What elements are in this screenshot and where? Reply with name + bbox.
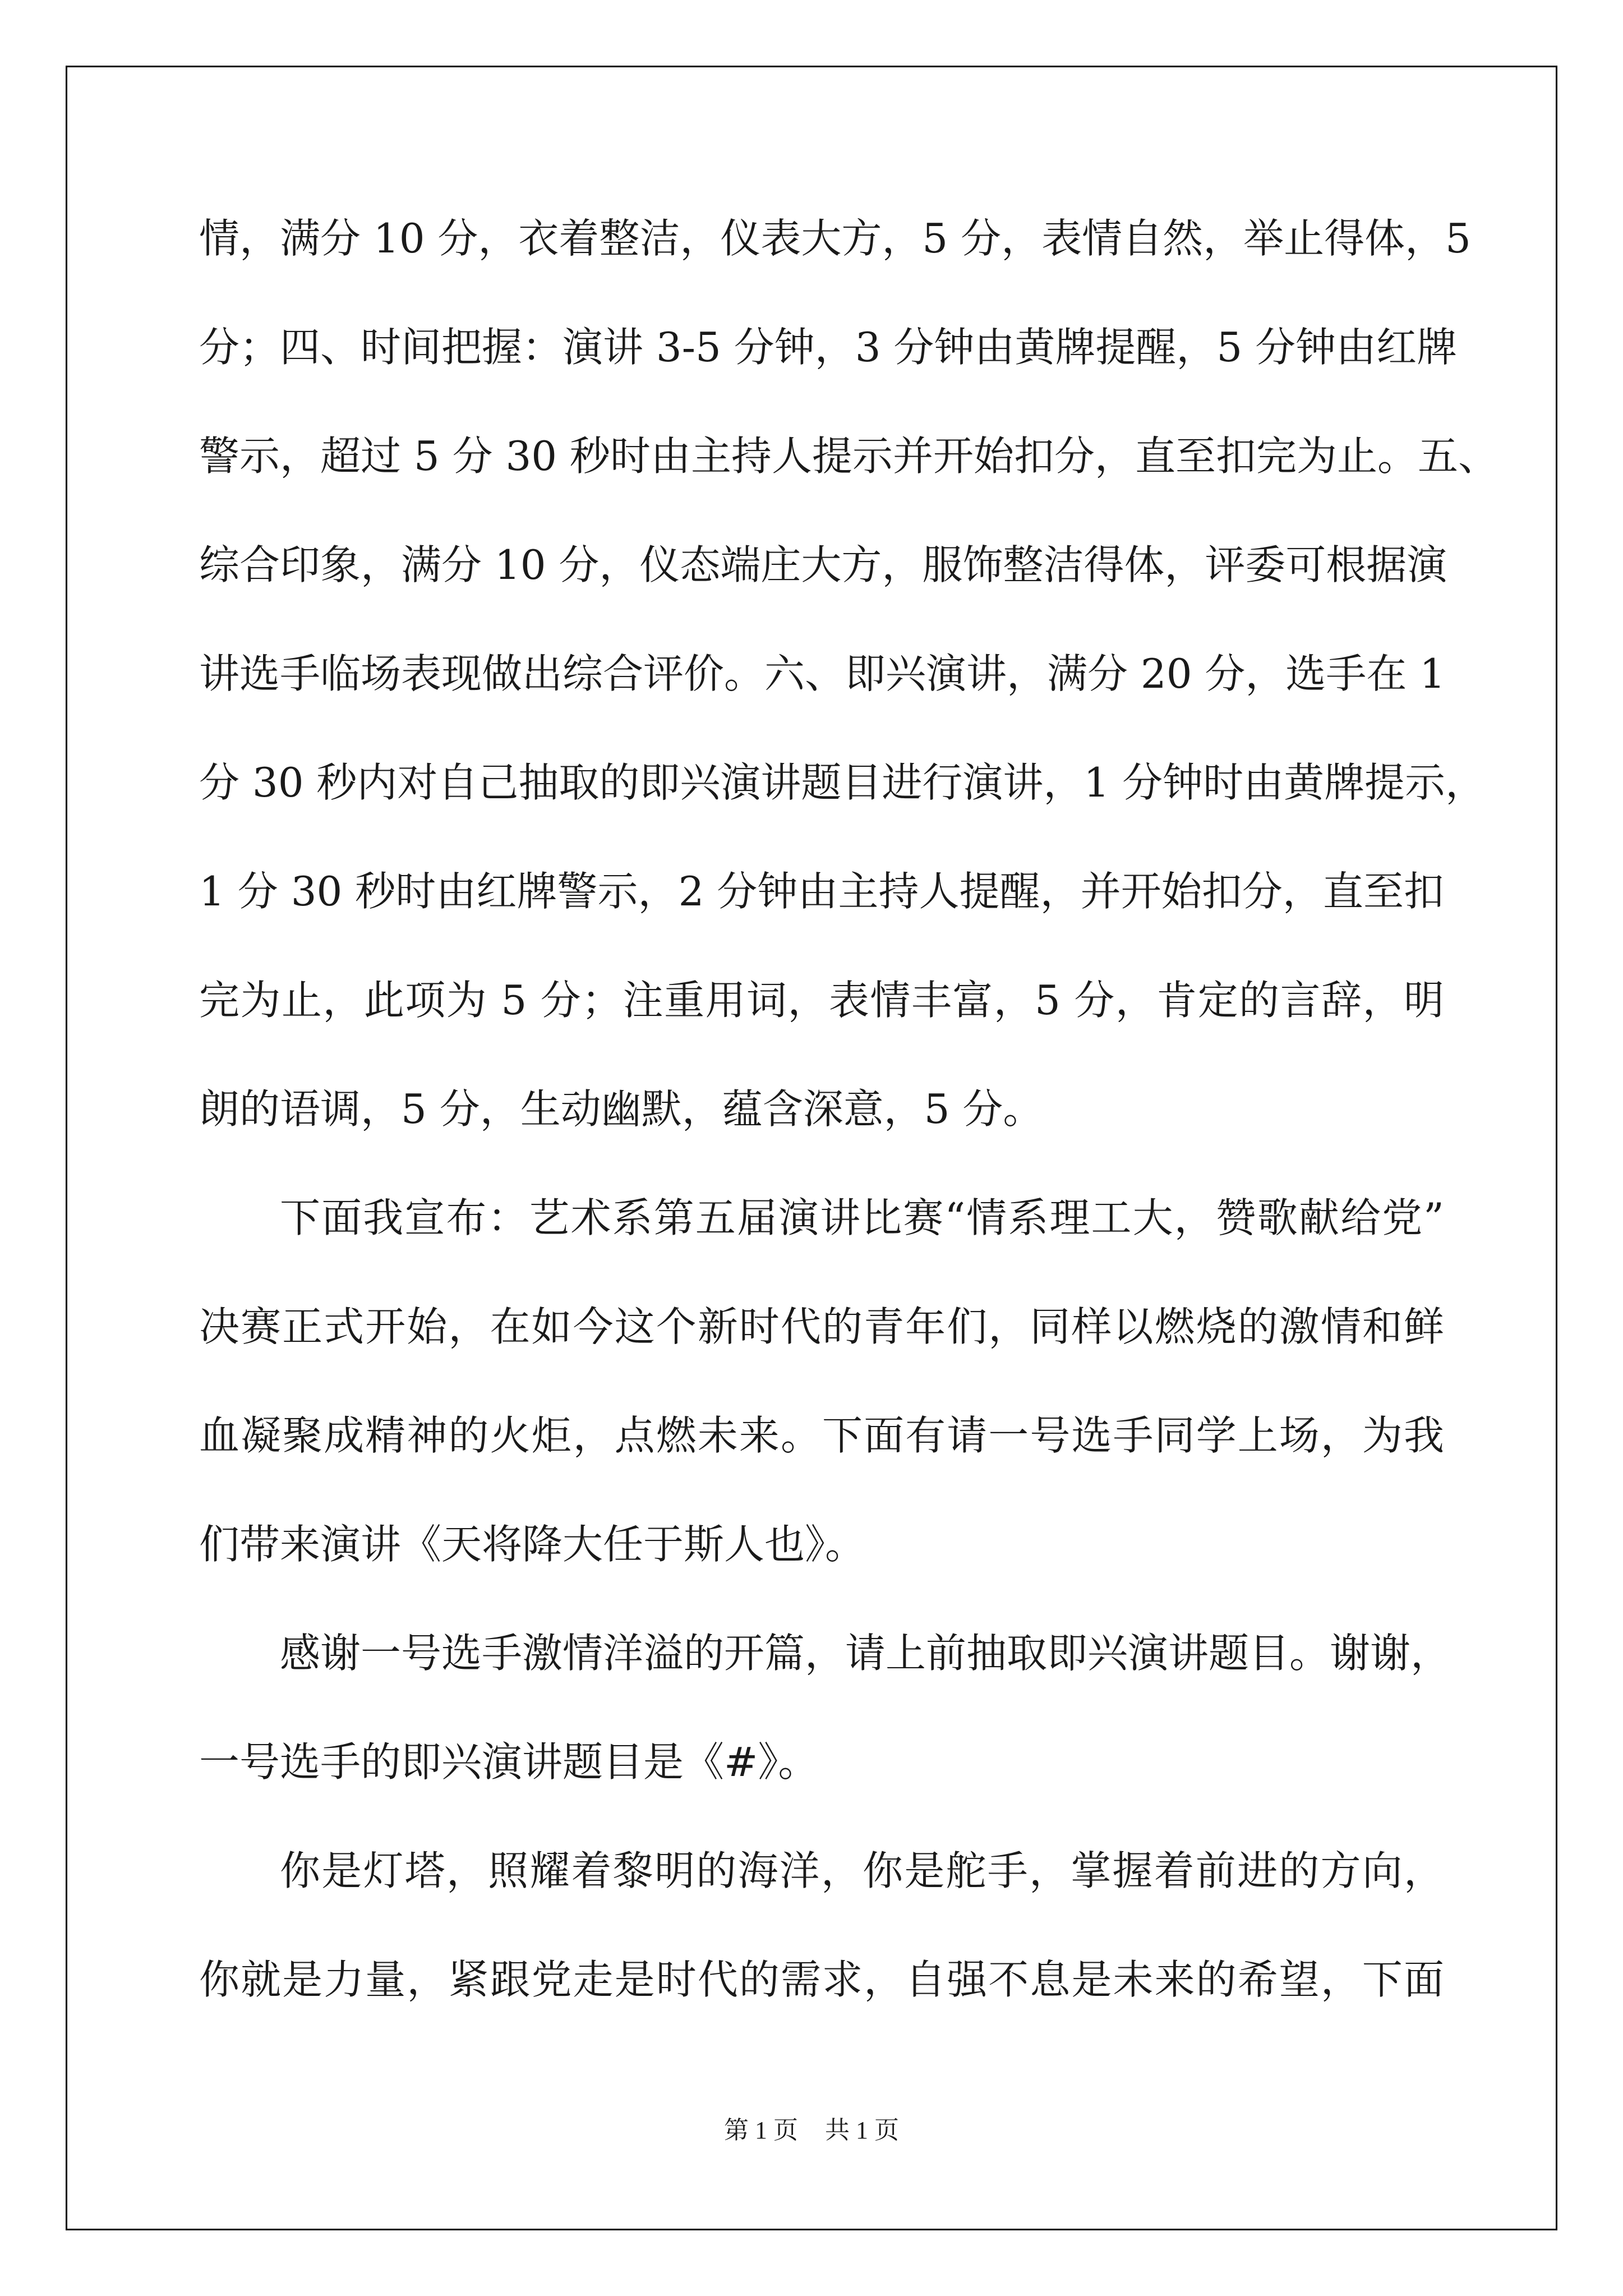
paragraph-thanks [199,1625,1451,1790]
text-line: 1 分 30 秒时由红牌警示，2 分钟由主持人提醒，并开始扣分，直至扣 [199,868,1444,915]
page-number-total: 共 1 页 [825,2116,899,2144]
text-line: 你就是力量，紧跟党走是时代的需求，自强不息是未来的希望，下面 [199,1956,1444,2003]
text-line: 感谢一号选手激情洋溢的开篇，请上前抽取即兴演讲题目。谢谢， [280,1630,1451,1677]
text-line: 情，满分 10 分，衣着整洁，仪表大方，5 分，表情自然，举止得体，5 [199,215,1471,262]
paragraph-announcement [199,1190,1444,1572]
text-line: 下面我宣布：艺术系第五届演讲比赛“情系理工大，赞歌献给党” [280,1194,1444,1241]
paragraph-lighthouse [199,1843,1444,2008]
document-body [199,210,1498,2060]
paragraph-scoring-rules [199,210,1498,1137]
text-line: 决赛正式开始，在如今这个新时代的青年们，同样以燃烧的激情和鲜 [199,1303,1444,1350]
text-line: 完为止，此项为 5 分；注重用词，表情丰富，5 分，肯定的言辞，明 [199,977,1444,1024]
text-line: 警示，超过 5 分 30 秒时由主持人提示并开始扣分，直至扣完为止。五、 [199,432,1498,480]
text-line: 讲选手临场表现做出综合评价。六、即兴演讲，满分 20 分，选手在 1 [199,650,1446,697]
text-line: 分；四、时间把握：演讲 3-5 分钟，3 分钟由黄牌提醒，5 分钟由红牌 [199,324,1458,371]
text-line: 综合印象，满分 10 分，仪态端庄大方，服饰整洁得体，评委可根据演 [199,541,1447,588]
text-line: 朗的语调，5 分，生动幽默，蕴含深意，5 分。 [199,1085,1044,1133]
text-line: 一号选手的即兴演讲题目是《#》。 [199,1738,819,1786]
text-line: 血凝聚成精神的火炬，点燃未来。下面有请一号选手同学上场，为我 [199,1412,1444,1459]
page-number-current: 第 1 页 [724,2116,798,2144]
text-line: 分 30 秒内对自己抽取的即兴演讲题目进行演讲，1 分钟时由黄牌提示， [199,759,1486,806]
page-footer [0,2115,1623,2146]
text-line: 们带来演讲《天将降大任于斯人也》。 [199,1521,866,1568]
text-line: 你是灯塔，照耀着黎明的海洋，你是舵手，掌握着前进的方向， [280,1847,1444,1894]
